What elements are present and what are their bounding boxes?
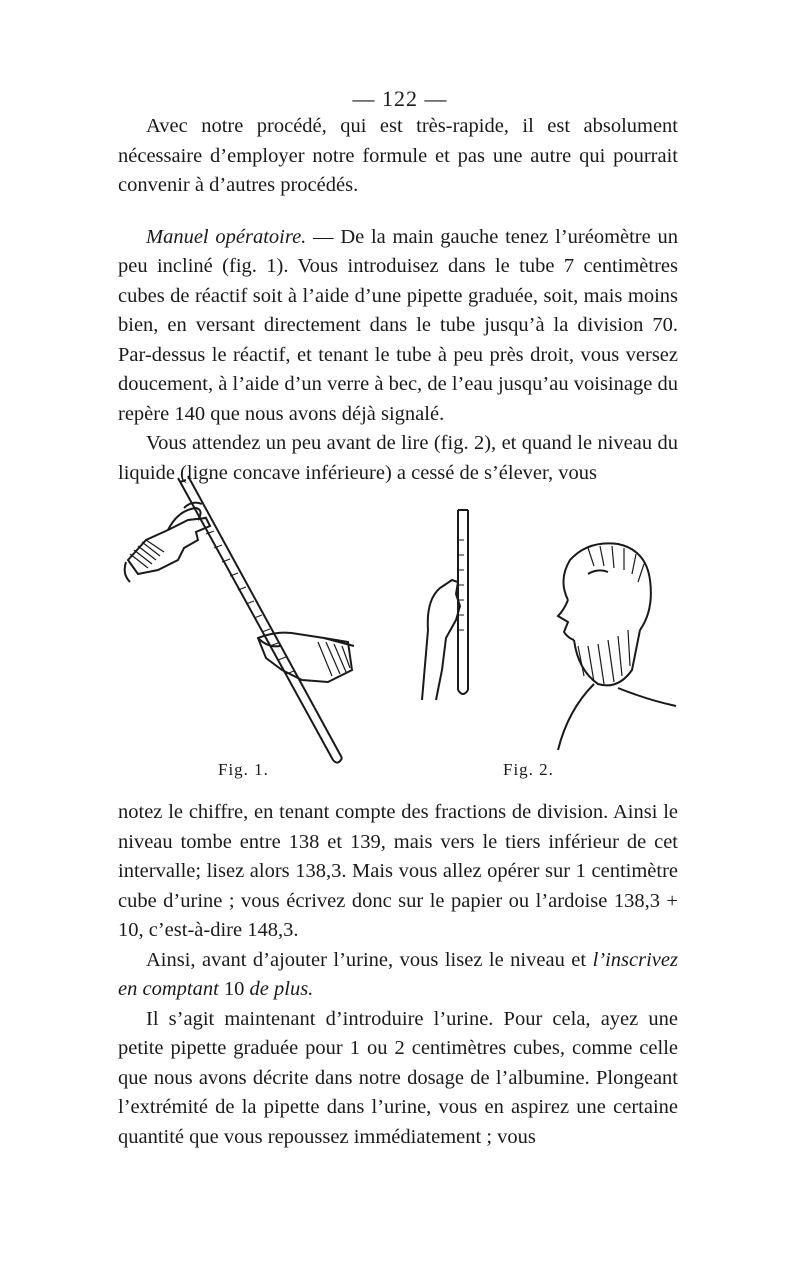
italic-phrase: l’inscrivez en comptant xyxy=(118,948,678,1000)
text-block-top xyxy=(118,112,678,488)
paragraph-text: Ainsi, avant d’ajouter l’urine, vous lisez le niveau et xyxy=(146,948,593,971)
paragraph xyxy=(118,946,678,1005)
text-block-bottom xyxy=(118,798,678,1152)
paragraph: Il s’agit maintenant d’introduire l’urine. Pour cela, ayez une petite pipette graduée pour 1 ou 2 centimètres cubes, comme celle que nous avons décrite dans notre dosage de l’albumine. Plongeant l’extrémité de la pipette dans l’urine, vous en aspirez une certaine quantité que vous repoussez immédiatement ; vous xyxy=(118,1007,678,1148)
paragraph xyxy=(118,223,678,430)
paragraph: notez le chiffre, en tenant compte des fractions de division. Ainsi le niveau tombe entre 138 et 139, mais vers le tiers inférieur de cet intervalle; lisez alors 138,3. Mais vous allez opérer sur 1 centimètre cube d’urine ; vous écrivez donc sur le papier ou l’ardoise 138,3 + 10, c’est-à-dire 148,3. xyxy=(118,801,678,941)
page-number: — 122 — xyxy=(352,86,448,111)
figure-2-caption: Fig. 2. xyxy=(503,760,554,779)
paragraph: Avec notre procédé, qui est très-rapide, il est absolument nécessaire d’employer notre formule et pas une autre qui pourrait convenir à d’autres procédés. xyxy=(118,115,678,196)
paragraph-text: — De la main gauche tenez l’uréomètre un peu incliné (fig. 1). Vous introduisez dans le tube 7 centimètres cubes de réactif soit à l’aide d’une pipette graduée, soit, mais moins bien, en versant directement dans le tube jusqu’à la division 70. Par-dessus le réactif, et tenant le tube à peu près droit, vous versez doucement, à l’aide d’un verre à bec, de l’eau jusqu’au voisinage du repère 140 que nous avons déjà signalé. xyxy=(118,225,678,425)
figure-1-caption: Fig. 1. xyxy=(218,760,269,779)
italic-phrase: de plus. xyxy=(249,978,314,1000)
figures-area xyxy=(118,470,678,790)
paragraph: Vous attendez un peu avant de lire (fig. 2), et quand le niveau du liquide (ligne concave inférieure) a cessé de s’élever, vous xyxy=(118,432,678,484)
man-reading-tube-drawing xyxy=(418,470,678,770)
section-heading: Manuel opératoire. xyxy=(146,225,307,248)
hands-holding-tube-drawing xyxy=(118,470,368,770)
figure-1-illustration xyxy=(118,470,368,770)
figure-2-illustration xyxy=(418,470,678,770)
paragraph-text: 10 xyxy=(218,978,250,1000)
